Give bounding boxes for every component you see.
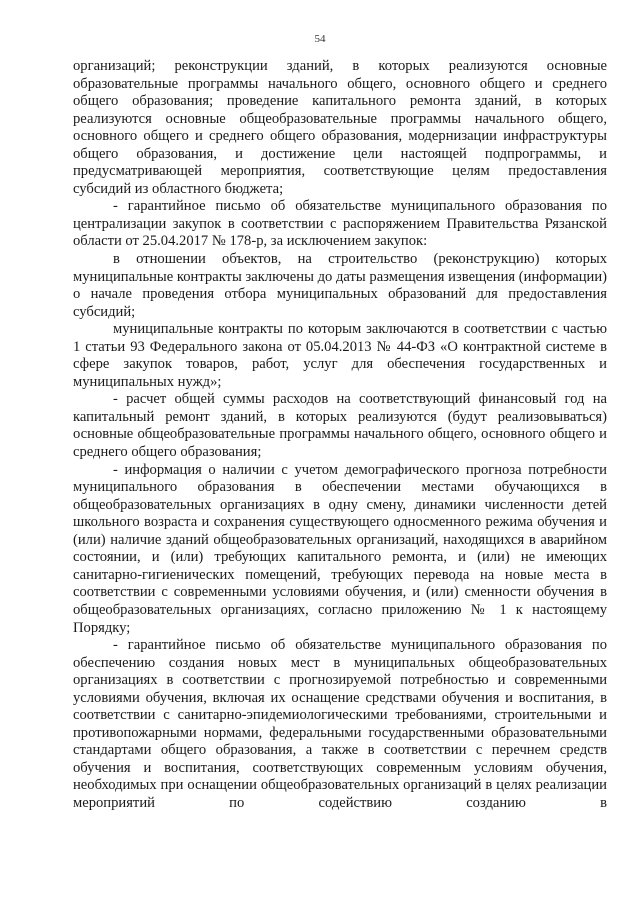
document-body bbox=[73, 58, 607, 813]
paragraph-guarantee-letter-new-places: - гарантийное письмо об обязательстве муниципального образования по обеспечению создания новых мест в муниципальных общеобразовательных организациях в соответствии с прогнозируемой потребностью и современными условиями обучения, включая их оснащение средствами обучения и воспитания, в соответствии с санитарно-эпидемиологическими требованиями, строительными и противопожарными нормами, федеральными государственными образовательными стандартами общего образования, а также в соответствии с перечнем средств обучения и воспитания, соответствующих современным условиям обучения, необходимых при оснащении общеобразовательных организаций в целях реализации мероприятий по содействию созданию в bbox=[73, 637, 607, 811]
paragraph-continuation: организаций; реконструкции зданий, в которых реализуются основные образовательные программы начального общего, основного общего и среднего общего образования; проведение капитального ремонта зданий, в которых реализуются основные общеобразовательные программы начального общего, основного общего и среднего общего образования, модернизации инфраструктуры общего образования, и достижение цели настоящей подпрограммы, и предусматривающей мероприятия, соответствующие целям предоставления субсидий из областного бюджета; bbox=[73, 58, 607, 197]
paragraph-guarantee-letter-procurement: - гарантийное письмо об обязательстве муниципального образования по централизации закупок в соответствии с распоряжением Правительства Рязанской области от 25.04.2017 № 178-р, за исключением закупок: bbox=[73, 198, 607, 250]
paragraph-expense-calculation: - расчет общей суммы расходов на соответствующий финансовый год на капитальный ремонт зданий, в которых реализуются (будут реализовываться) основные общеобразовательные программы начального общего, основного общего и среднего общего образования; bbox=[73, 391, 607, 461]
paragraph-municipal-contracts: муниципальные контракты по которым заключаются в соответствии с частью 1 статьи 93 Федерального закона от 05.04.2013 № 44-ФЗ «О контрактной системе в сфере закупок товаров, работ, услуг для обеспечения государственных и муниципальных нужд»; bbox=[73, 321, 607, 390]
paragraph-demographic-information: - информация о наличии с учетом демографического прогноза потребности муниципального образования в обеспечении местами обучающихся в общеобразовательных организациях в одну смену, динамики численности детей школьного возраста и сохранения существующего односменного режима обучения и (или) наличие зданий общеобразовательных организаций, находящихся в аварийном состоянии, и (или) требующих капитального ремонта, и (или) не имеющих санитарно-гигиенических помещений, требующих перевода на новые места в соответствии с современными условиями обучения, и (или) сменности обучения в общеобразовательных организациях, согласно приложению № 1 к настоящему Порядку; bbox=[73, 461, 607, 636]
paragraph-objects-construction: в отношении объектов, на строительство (реконструкцию) которых муниципальные контракты заключены до даты размещения извещения (информации) о начале проведения отбора муниципальных образований для предоставления субсидий; bbox=[73, 251, 607, 320]
page-number: 54 bbox=[314, 33, 326, 45]
